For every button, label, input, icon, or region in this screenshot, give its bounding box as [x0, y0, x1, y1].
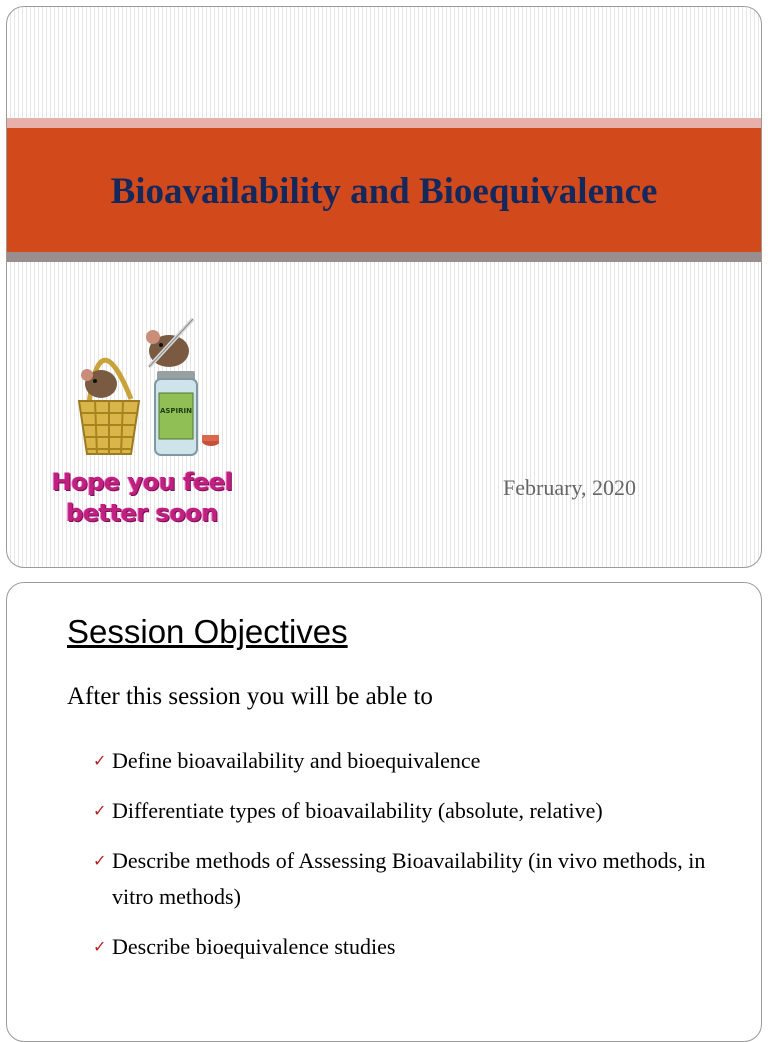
objectives-intro: After this session you will be able to [67, 683, 433, 710]
check-icon: ✓ [93, 851, 107, 870]
objective-text: Define bioavailability and bioequivalence [112, 748, 481, 773]
objective-item [93, 793, 733, 829]
title-accent-top [7, 118, 761, 128]
bottle-label [159, 393, 193, 439]
title-slide [6, 6, 762, 568]
get-well-line-1: Hope you feel [51, 468, 233, 496]
presentation-date: February, 2020 [503, 475, 636, 500]
check-icon: ✓ [93, 801, 107, 820]
get-well-line-2: better soon [66, 499, 218, 527]
check-icon: ✓ [93, 937, 107, 956]
mice-basket-aspirin-illustration [69, 309, 219, 459]
objectives-list [93, 743, 733, 979]
objectives-slide [6, 582, 762, 1042]
slide-title: Bioavailability and Bioequivalence [110, 171, 658, 212]
objective-item [93, 743, 733, 779]
objective-item [93, 843, 733, 915]
objective-text: Describe methods of Assessing Bioavailability (in vivo methods, in vitro methods) [112, 848, 706, 909]
check-icon: ✓ [93, 751, 107, 770]
objective-text: Differentiate types of bioavailability (absolute, relative) [112, 798, 603, 823]
objectives-heading: Session Objectives [67, 613, 348, 650]
get-well-message [37, 467, 247, 529]
title-accent-bottom [7, 252, 761, 262]
objective-text: Describe bioequivalence studies [112, 934, 396, 959]
objective-item [93, 929, 733, 965]
bottle-label-text: ASPIRIN [159, 407, 193, 415]
